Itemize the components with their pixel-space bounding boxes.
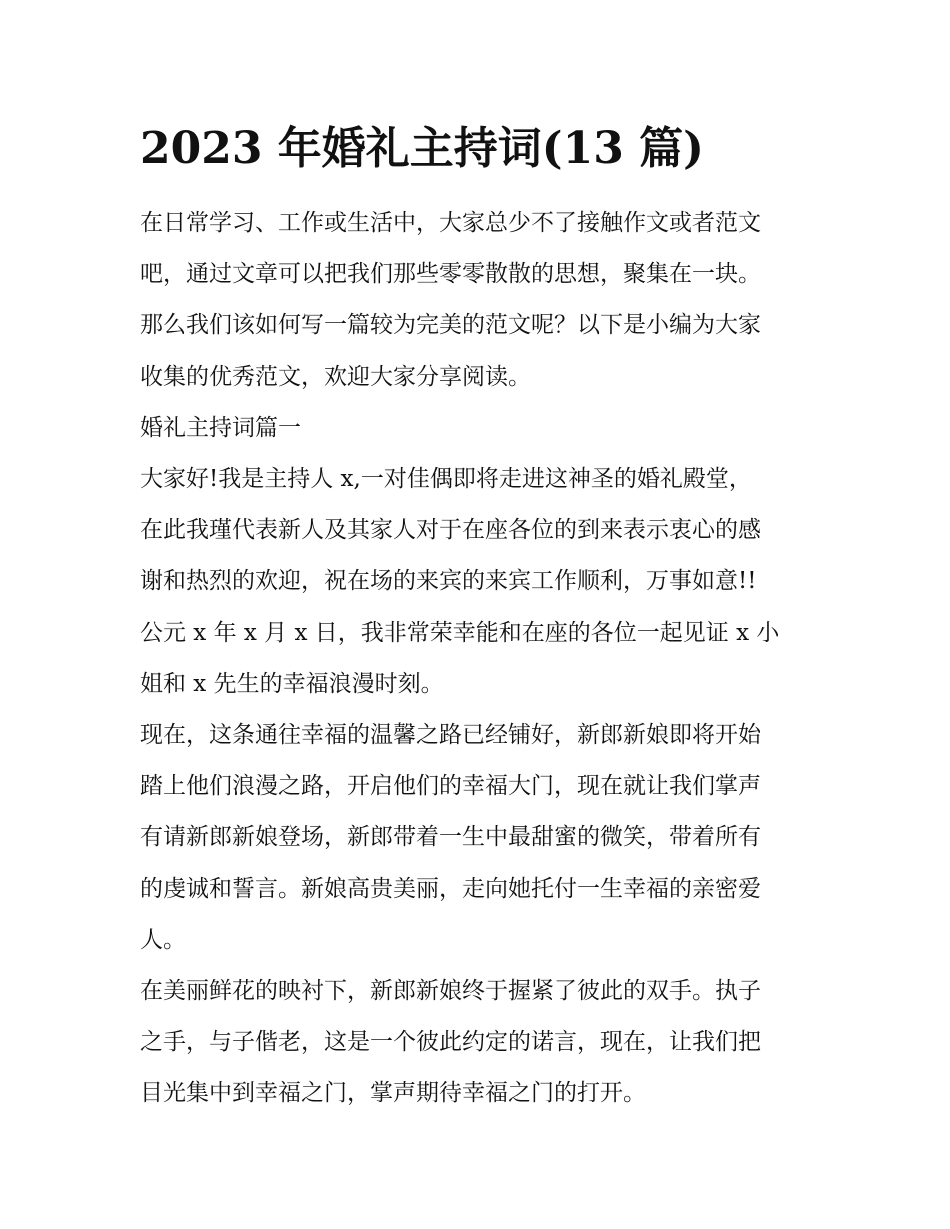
body-line: 谢和热烈的欢迎，祝在场的来宾的来宾工作顺利，万事如意!!	[140, 568, 757, 595]
body-line: 在美丽鲜花的映衬下，新郎新娘终于握紧了彼此的双手。执子	[140, 978, 761, 1005]
body-line: 那么我们该如何写一篇较为完美的范文呢？以下是小编为大家	[140, 312, 761, 339]
body-line: 公元 x 年 x 月 x 日，我非常荣幸能和在座的各位一起见证 x 小	[140, 619, 780, 646]
body-line: 姐和 x 先生的幸福浪漫时刻。	[140, 670, 444, 697]
body-line: 人。	[140, 926, 186, 953]
section-heading: 婚礼主持词篇一	[140, 414, 301, 441]
body-line: 在此我瑾代表新人及其家人对于在座各位的到来表示衷心的感	[140, 517, 761, 544]
body-line: 踏上他们浪漫之路，开启他们的幸福大门，现在就让我们掌声	[140, 773, 761, 800]
body-line: 之手，与子偕老，这是一个彼此约定的诺言，现在，让我们把	[140, 1029, 761, 1056]
body-line: 现在，这条通往幸福的温馨之路已经铺好，新郎新娘即将开始	[140, 722, 761, 749]
document-page	[140, 118, 820, 1120]
body-line: 有请新郎新娘登场，新郎带着一生中最甜蜜的微笑，带着所有	[140, 824, 761, 851]
body-line: 在日常学习、工作或生活中，大家总少不了接触作文或者范文	[140, 210, 761, 236]
document-body	[140, 198, 820, 1120]
body-line: 的虔诚和誓言。新娘高贵美丽，走向她托付一生幸福的亲密爱	[140, 875, 761, 902]
body-line: 目光集中到幸福之门，掌声期待幸福之门的打开。	[140, 1080, 646, 1107]
body-line: 大家好!我是主持人 x,一对佳偶即将走进这神圣的婚礼殿堂，	[140, 466, 752, 493]
document-title: 2023 年婚礼主持词(13 篇)	[140, 123, 704, 174]
body-line: 吧，通过文章可以把我们那些零零散散的思想，聚集在一块。	[140, 261, 761, 288]
body-line: 收集的优秀范文，欢迎大家分享阅读。	[140, 363, 531, 390]
